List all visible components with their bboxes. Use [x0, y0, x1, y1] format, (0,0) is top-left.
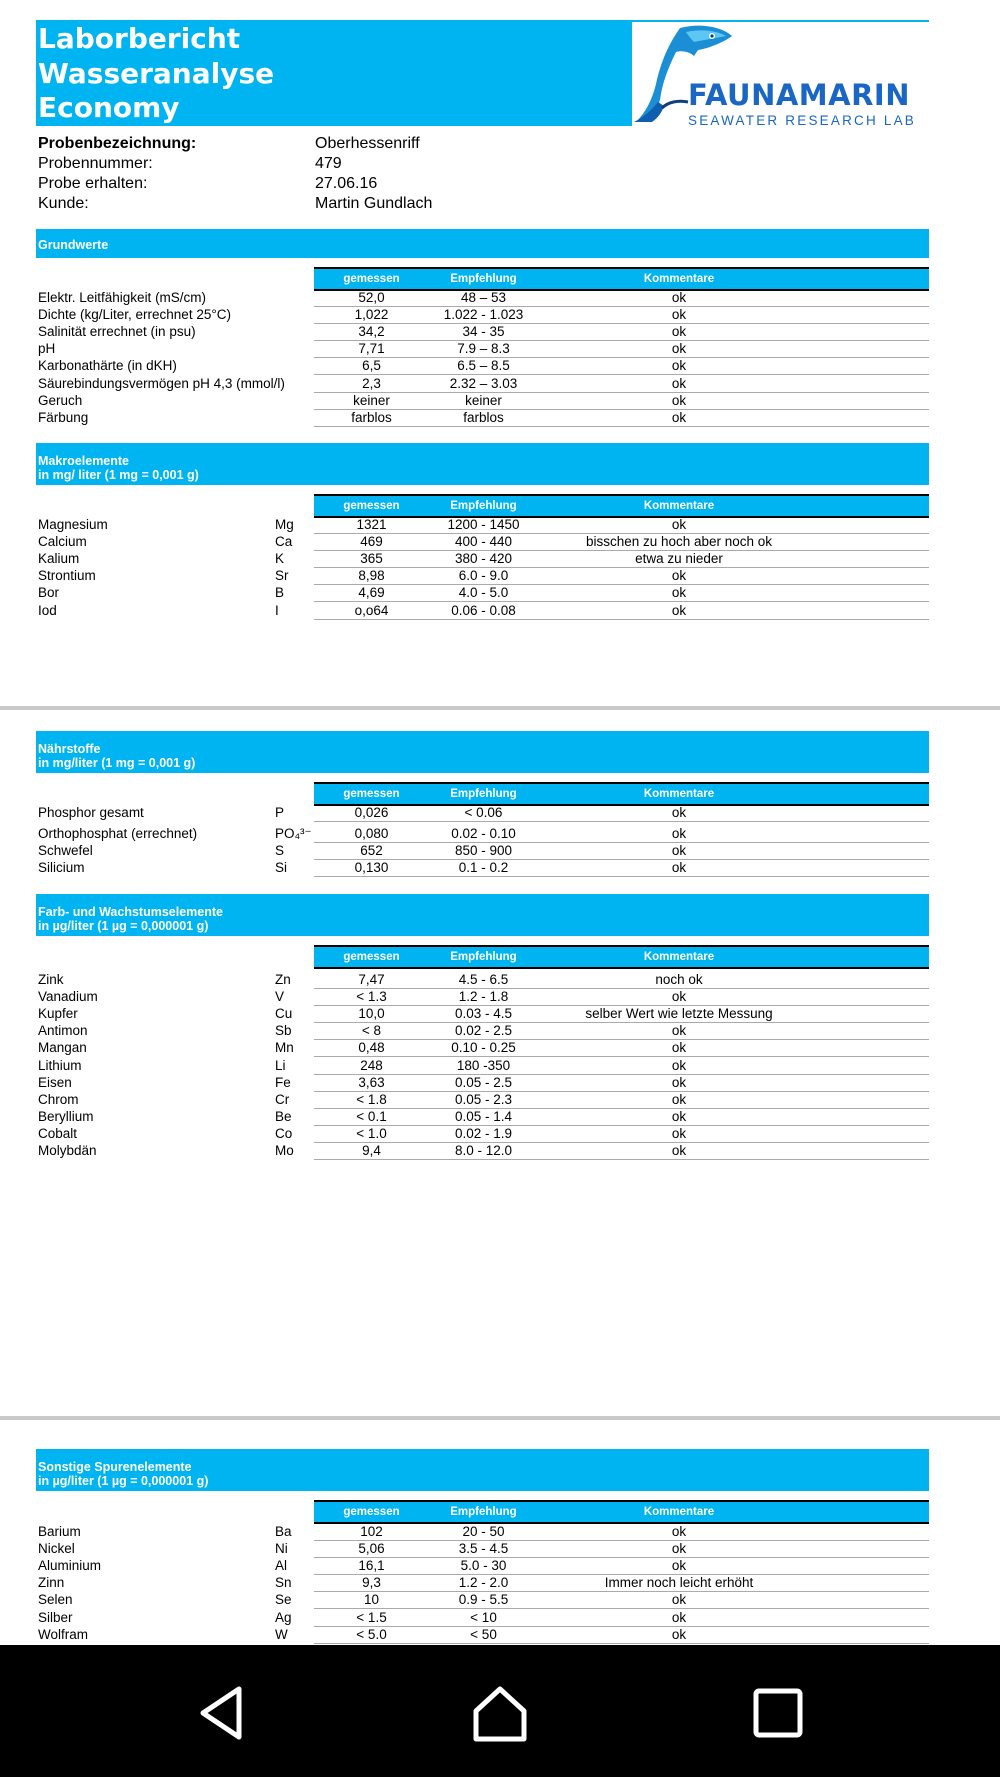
column-header-measured: gemessen	[343, 273, 400, 285]
table-row	[0, 1058, 1000, 1075]
comment: ok	[671, 585, 687, 601]
measured-value: < 0.1	[356, 1108, 387, 1124]
comment: bisschen zu hoch aber noch ok	[585, 534, 773, 550]
sample-value: 27.06.16	[315, 175, 378, 192]
comment: ok	[671, 375, 687, 391]
measured-value: < 5.0	[356, 1626, 387, 1642]
parameter-name: Antimon	[38, 1023, 88, 1039]
element-symbol: Co	[275, 1125, 293, 1141]
element-symbol: Mo	[275, 1143, 294, 1158]
parameter-name: pH	[38, 341, 56, 357]
measured-value: 10	[363, 1592, 380, 1608]
value-cells	[314, 376, 929, 393]
comment: ok	[671, 860, 687, 876]
parameter-name: Magnesium	[38, 517, 108, 532]
section-banner-farb	[36, 894, 929, 936]
comment: ok	[671, 290, 687, 305]
element-symbol: Se	[275, 1592, 292, 1608]
recommended-range: 0.1 - 0.2	[458, 860, 509, 876]
comment: ok	[671, 307, 687, 323]
table-row	[0, 534, 1000, 551]
recommended-range: < 10	[470, 1609, 497, 1625]
comment: ok	[671, 1558, 687, 1574]
comment: ok	[671, 1609, 687, 1625]
table-row	[0, 1541, 1000, 1558]
table-row	[0, 1092, 1000, 1109]
table-row	[0, 410, 1000, 427]
table-row	[0, 551, 1000, 568]
parameter-name: Mangan	[38, 1040, 87, 1056]
value-cells	[314, 1524, 929, 1541]
measured-value: 365	[360, 551, 383, 567]
value-cells	[314, 1627, 929, 1644]
parameter-name: Vanadium	[38, 989, 98, 1005]
parameter-name: Cobalt	[38, 1125, 78, 1141]
comment: ok	[671, 843, 687, 859]
table-row	[0, 843, 1000, 860]
measured-value: keiner	[353, 392, 390, 408]
column-header-recommended: Empfehlung	[450, 273, 517, 285]
report-header	[36, 20, 929, 126]
recommended-range: farblos	[463, 409, 504, 425]
table-row	[0, 860, 1000, 877]
parameter-name: Kalium	[38, 551, 80, 567]
faunamarin-logo	[632, 22, 930, 126]
table-row	[0, 972, 1000, 989]
recommended-range: 180 -350	[456, 1057, 511, 1073]
parameter-name: Eisen	[38, 1074, 72, 1090]
table-header	[314, 494, 929, 518]
measured-value: 0,48	[358, 1040, 385, 1056]
measured-value: 7,71	[358, 341, 385, 357]
measured-value: < 1.0	[356, 1125, 387, 1141]
element-symbol: Fe	[275, 1074, 291, 1090]
column-header-comment: Kommentare	[643, 788, 715, 800]
section-banner-makro	[36, 443, 929, 485]
comment: ok	[671, 1592, 687, 1608]
value-cells	[314, 517, 929, 534]
measured-value: 1321	[356, 517, 387, 532]
parameter-name: Kupfer	[38, 1006, 78, 1022]
comment: ok	[671, 805, 687, 820]
value-cells	[314, 860, 929, 877]
logo-subtitle: SEAWATER RESEARCH LAB	[688, 113, 916, 128]
comment: ok	[671, 602, 687, 618]
measured-value: 8,98	[358, 568, 385, 584]
value-cells	[314, 1058, 929, 1075]
table-row	[0, 1075, 1000, 1092]
value-cells	[314, 603, 929, 620]
column-header-comment: Kommentare	[643, 1506, 715, 1518]
element-symbol: Sn	[275, 1575, 292, 1591]
parameter-name: Zinn	[38, 1575, 65, 1591]
table-row	[0, 324, 1000, 341]
title-line: Economy	[38, 91, 180, 124]
value-cells	[314, 1541, 929, 1558]
comment: Immer noch leicht erhöht	[604, 1575, 754, 1591]
comment: ok	[671, 1074, 687, 1090]
value-cells	[314, 1023, 929, 1040]
recommended-range: 0.02 - 2.5	[454, 1023, 513, 1039]
value-cells	[314, 534, 929, 551]
element-symbol: B	[275, 585, 285, 601]
parameter-name: Strontium	[38, 568, 96, 584]
measured-value: < 1.5	[356, 1609, 387, 1625]
table-row	[0, 1610, 1000, 1627]
recommended-range: 1.2 - 1.8	[458, 989, 509, 1005]
comment: selber Wert wie letzte Messung	[585, 1006, 773, 1022]
element-symbol: Zn	[275, 972, 291, 987]
table-row	[0, 341, 1000, 358]
element-symbol: Mg	[275, 517, 294, 532]
value-cells	[314, 1126, 929, 1143]
recommended-range: 5.0 - 30	[460, 1558, 507, 1574]
section-banner-sonstige	[36, 1449, 929, 1491]
element-symbol: Ca	[275, 534, 293, 550]
value-cells	[314, 290, 929, 307]
column-header-recommended: Empfehlung	[450, 1506, 517, 1518]
title-line: Wasseranalyse	[38, 56, 275, 90]
report-title	[38, 22, 274, 126]
recommended-range: 3.5 - 4.5	[458, 1541, 509, 1557]
parameter-name: Lithium	[38, 1057, 82, 1073]
measured-value: < 1.3	[356, 989, 387, 1005]
value-cells	[314, 324, 929, 341]
sample-value: Martin Gundlach	[315, 195, 433, 212]
value-cells	[314, 1092, 929, 1109]
parameter-name: Iod	[38, 602, 57, 618]
value-cells	[314, 1143, 929, 1160]
comment: ok	[671, 1108, 687, 1124]
column-header-measured: gemessen	[343, 788, 400, 800]
parameter-name: Phosphor gesamt	[38, 805, 144, 820]
measured-value: 16,1	[358, 1558, 385, 1574]
recommended-range: 34 - 35	[462, 324, 505, 340]
comment: ok	[671, 1125, 687, 1141]
table-row	[0, 603, 1000, 620]
recommended-range: 0.02 - 1.9	[454, 1125, 513, 1141]
measured-value: 0,026	[354, 805, 389, 820]
table-row	[0, 585, 1000, 602]
recommended-range: 7.9 – 8.3	[457, 341, 510, 357]
sample-label: Probenbezeichnung:	[38, 135, 197, 152]
recommended-range: keiner	[465, 392, 502, 408]
value-cells	[314, 585, 929, 602]
table-row	[0, 1006, 1000, 1023]
value-cells	[314, 551, 929, 568]
title-line: Laborbericht	[38, 22, 241, 55]
table-row	[0, 826, 1000, 843]
table-header	[314, 945, 929, 969]
recommended-range: 0.10 - 0.25	[451, 1040, 516, 1056]
measured-value: < 1.8	[356, 1091, 387, 1107]
table-row	[0, 290, 1000, 307]
comment: ok	[671, 1626, 687, 1642]
comment: ok	[671, 1057, 687, 1073]
measured-value: 248	[360, 1057, 383, 1073]
measured-value: 652	[360, 843, 383, 859]
element-symbol: Si	[275, 860, 288, 876]
comment: ok	[671, 324, 687, 340]
element-symbol: PO₄³⁻	[275, 826, 312, 842]
value-cells	[314, 341, 929, 358]
measured-value: 0,130	[354, 860, 389, 876]
parameter-name: Silber	[38, 1609, 73, 1625]
table-row	[0, 358, 1000, 375]
table-row	[0, 1109, 1000, 1126]
value-cells	[314, 826, 929, 843]
table-row	[0, 989, 1000, 1006]
parameter-name: Selen	[38, 1592, 73, 1608]
table-row	[0, 568, 1000, 585]
comment: ok	[671, 1023, 687, 1039]
value-cells	[314, 1006, 929, 1023]
measured-value: 7,47	[358, 972, 385, 987]
measured-value: 0,080	[354, 826, 389, 842]
column-header-comment: Kommentare	[643, 273, 715, 285]
table-row	[0, 1143, 1000, 1160]
value-cells	[314, 568, 929, 585]
recommended-range: 20 - 50	[462, 1524, 505, 1539]
measured-value: 1,022	[354, 307, 389, 323]
comment: ok	[671, 358, 687, 374]
column-header-recommended: Empfehlung	[450, 788, 517, 800]
parameter-name: Salinität errechnet (in psu)	[38, 324, 196, 340]
measured-value: 3,63	[358, 1074, 385, 1090]
column-header-measured: gemessen	[343, 500, 400, 512]
parameter-name: Dichte (kg/Liter, errechnet 25°C)	[38, 307, 231, 323]
parameter-name: Färbung	[38, 409, 89, 425]
recommended-range: 0.05 - 2.3	[454, 1091, 513, 1107]
recommended-range: 1200 - 1450	[447, 517, 520, 532]
table-row	[0, 1627, 1000, 1644]
parameter-name: Nickel	[38, 1541, 75, 1557]
recommended-range: 2.32 – 3.03	[449, 375, 518, 391]
recommended-range: 0.05 - 2.5	[454, 1074, 513, 1090]
recommended-range: 4.0 - 5.0	[458, 585, 509, 601]
element-symbol: Sb	[275, 1023, 292, 1039]
element-symbol: V	[275, 989, 285, 1005]
table-row	[0, 1575, 1000, 1592]
comment: ok	[671, 392, 687, 408]
value-cells	[314, 1610, 929, 1627]
recommended-range: 1.2 - 2.0	[458, 1575, 509, 1591]
parameter-name: Aluminium	[38, 1558, 102, 1574]
element-symbol: K	[275, 551, 285, 567]
section-title: Grundwerte	[38, 238, 109, 252]
comment: ok	[671, 341, 687, 357]
measured-value: 52,0	[358, 290, 385, 305]
recommended-range: 8.0 - 12.0	[454, 1143, 513, 1158]
home-icon[interactable]	[470, 1683, 530, 1743]
back-icon[interactable]	[193, 1683, 253, 1743]
table-header	[314, 782, 929, 806]
column-header-comment: Kommentare	[643, 500, 715, 512]
table-header	[314, 1500, 929, 1524]
column-header-recommended: Empfehlung	[450, 951, 517, 963]
measured-value: 2,3	[362, 375, 381, 391]
parameter-name: Molybdän	[38, 1143, 97, 1158]
recommended-range: 6.0 - 9.0	[458, 568, 509, 584]
column-header-comment: Kommentare	[643, 951, 715, 963]
table-row	[0, 307, 1000, 324]
comment: ok	[671, 1524, 687, 1539]
column-header-measured: gemessen	[343, 1506, 400, 1518]
comment: ok	[671, 1541, 687, 1557]
element-symbol: Li	[275, 1057, 286, 1073]
measured-value: 469	[360, 534, 383, 550]
element-symbol: Al	[275, 1558, 288, 1574]
section-subtitle: in mg/ liter (1 mg = 0,001 g)	[38, 468, 199, 482]
section-banner-naehrstoffe	[36, 731, 929, 773]
sample-info	[38, 134, 638, 214]
recommended-range: 1.022 - 1.023	[443, 307, 524, 323]
comment: ok	[671, 1040, 687, 1056]
value-cells	[314, 1075, 929, 1092]
comment: ok	[671, 517, 687, 532]
section-title: Sonstige Spurenelemente	[38, 1460, 192, 1474]
recommended-range: 0.9 - 5.5	[458, 1592, 509, 1608]
measured-value: 102	[360, 1524, 383, 1539]
element-symbol: Mn	[275, 1040, 294, 1056]
value-cells	[314, 1558, 929, 1575]
measured-value: 34,2	[358, 324, 385, 340]
recommended-range: < 50	[470, 1626, 497, 1642]
measured-value: 4,69	[358, 585, 385, 601]
parameter-name: Calcium	[38, 534, 87, 550]
sample-label: Kunde:	[38, 195, 89, 212]
parameter-name: Zink	[38, 972, 64, 987]
parameter-name: Chrom	[38, 1091, 79, 1107]
comment: etwa zu nieder	[635, 551, 723, 567]
sample-value: Oberhessenriff	[315, 135, 420, 152]
recommended-range: 0.05 - 1.4	[454, 1108, 513, 1124]
parameter-name: Elektr. Leitfähigkeit (mS/cm)	[38, 290, 207, 305]
element-symbol: P	[275, 805, 285, 820]
parameter-name: Schwefel	[38, 843, 93, 859]
comment: ok	[671, 1143, 687, 1158]
sample-label: Probe erhalten:	[38, 175, 148, 192]
recommended-range: 4.5 - 6.5	[458, 972, 509, 987]
recommended-range: 850 - 900	[454, 843, 513, 859]
parameter-name: Barium	[38, 1524, 81, 1539]
table-row	[0, 376, 1000, 393]
parameter-name: Orthophosphat (errechnet)	[38, 826, 198, 842]
table-row	[0, 1592, 1000, 1609]
element-symbol: Cu	[275, 1006, 293, 1022]
recommended-range: 400 - 440	[454, 534, 513, 550]
table-row	[0, 1040, 1000, 1057]
sample-label: Probennummer:	[38, 155, 153, 172]
comment: ok	[671, 1091, 687, 1107]
section-subtitle: in µg/liter (1 µg = 0,000001 g)	[38, 1474, 209, 1488]
navigation-bar	[0, 1645, 1000, 1777]
table-row	[0, 1524, 1000, 1541]
column-header-recommended: Empfehlung	[450, 500, 517, 512]
comment: noch ok	[655, 972, 703, 987]
recommended-range: 0.02 - 0.10	[451, 826, 516, 842]
section-title: Farb- und Wachstumselemente	[38, 905, 223, 919]
element-symbol: I	[275, 602, 279, 618]
parameter-name: Wolfram	[38, 1626, 89, 1642]
value-cells	[314, 1592, 929, 1609]
measured-value: 6,5	[362, 358, 381, 374]
table-row	[0, 1126, 1000, 1143]
comment: ok	[671, 568, 687, 584]
parameter-name: Geruch	[38, 392, 83, 408]
table-row	[0, 1558, 1000, 1575]
value-cells	[314, 307, 929, 324]
column-header-measured: gemessen	[343, 951, 400, 963]
element-symbol: Sr	[275, 568, 289, 584]
value-cells	[314, 805, 929, 822]
section-banner-grundwerte	[36, 229, 929, 258]
section-title: Makroelemente	[38, 454, 130, 468]
parameter-name: Silicium	[38, 860, 85, 876]
comment: ok	[671, 409, 687, 425]
parameter-name: Bor	[38, 585, 60, 601]
comment: ok	[671, 826, 687, 842]
value-cells	[314, 1575, 929, 1592]
recommended-range: 0.06 - 0.08	[451, 602, 516, 618]
measured-value: 5,06	[358, 1541, 385, 1557]
element-symbol: Be	[275, 1108, 292, 1124]
value-cells	[314, 1040, 929, 1057]
table-row	[0, 1023, 1000, 1040]
recommended-range: < 0.06	[464, 805, 503, 820]
section-subtitle: in µg/liter (1 µg = 0,000001 g)	[38, 919, 209, 933]
section-subtitle: in mg/liter (1 mg = 0,001 g)	[38, 756, 196, 770]
measured-value: 10,0	[358, 1006, 385, 1022]
measured-value: < 8	[361, 1023, 382, 1039]
recents-icon[interactable]	[748, 1683, 808, 1743]
section-title: Nährstoffe	[38, 742, 101, 756]
measured-value: 9,4	[362, 1143, 381, 1158]
value-cells	[314, 393, 929, 410]
value-cells	[314, 1109, 929, 1126]
table-row	[0, 517, 1000, 534]
value-cells	[314, 410, 929, 427]
logo-name: FAUNAMARIN	[688, 78, 910, 112]
comment: ok	[671, 989, 687, 1005]
value-cells	[314, 843, 929, 860]
parameter-name: Karbonathärte (in dKH)	[38, 358, 177, 374]
recommended-range: 380 - 420	[454, 551, 513, 567]
sample-value: 479	[315, 155, 342, 172]
recommended-range: 6.5 – 8.5	[457, 358, 510, 374]
element-symbol: S	[275, 843, 285, 859]
recommended-range: 0.03 - 4.5	[454, 1006, 513, 1022]
recommended-range: 48 – 53	[460, 290, 507, 305]
element-symbol: Ag	[275, 1609, 292, 1625]
table-row	[0, 393, 1000, 410]
element-symbol: Ni	[275, 1541, 288, 1557]
value-cells	[314, 972, 929, 989]
table-header	[314, 267, 929, 291]
measured-value: o,o64	[354, 602, 389, 618]
value-cells	[314, 989, 929, 1006]
measured-value: farblos	[351, 409, 392, 425]
element-symbol: Ba	[275, 1524, 292, 1539]
element-symbol: W	[275, 1626, 288, 1642]
value-cells	[314, 358, 929, 375]
parameter-name: Beryllium	[38, 1108, 94, 1124]
element-symbol: Cr	[275, 1091, 290, 1107]
parameter-name: Säurebindungsvermögen pH 4,3 (mmol/l)	[38, 375, 285, 391]
measured-value: 9,3	[362, 1575, 381, 1591]
table-row	[0, 805, 1000, 822]
